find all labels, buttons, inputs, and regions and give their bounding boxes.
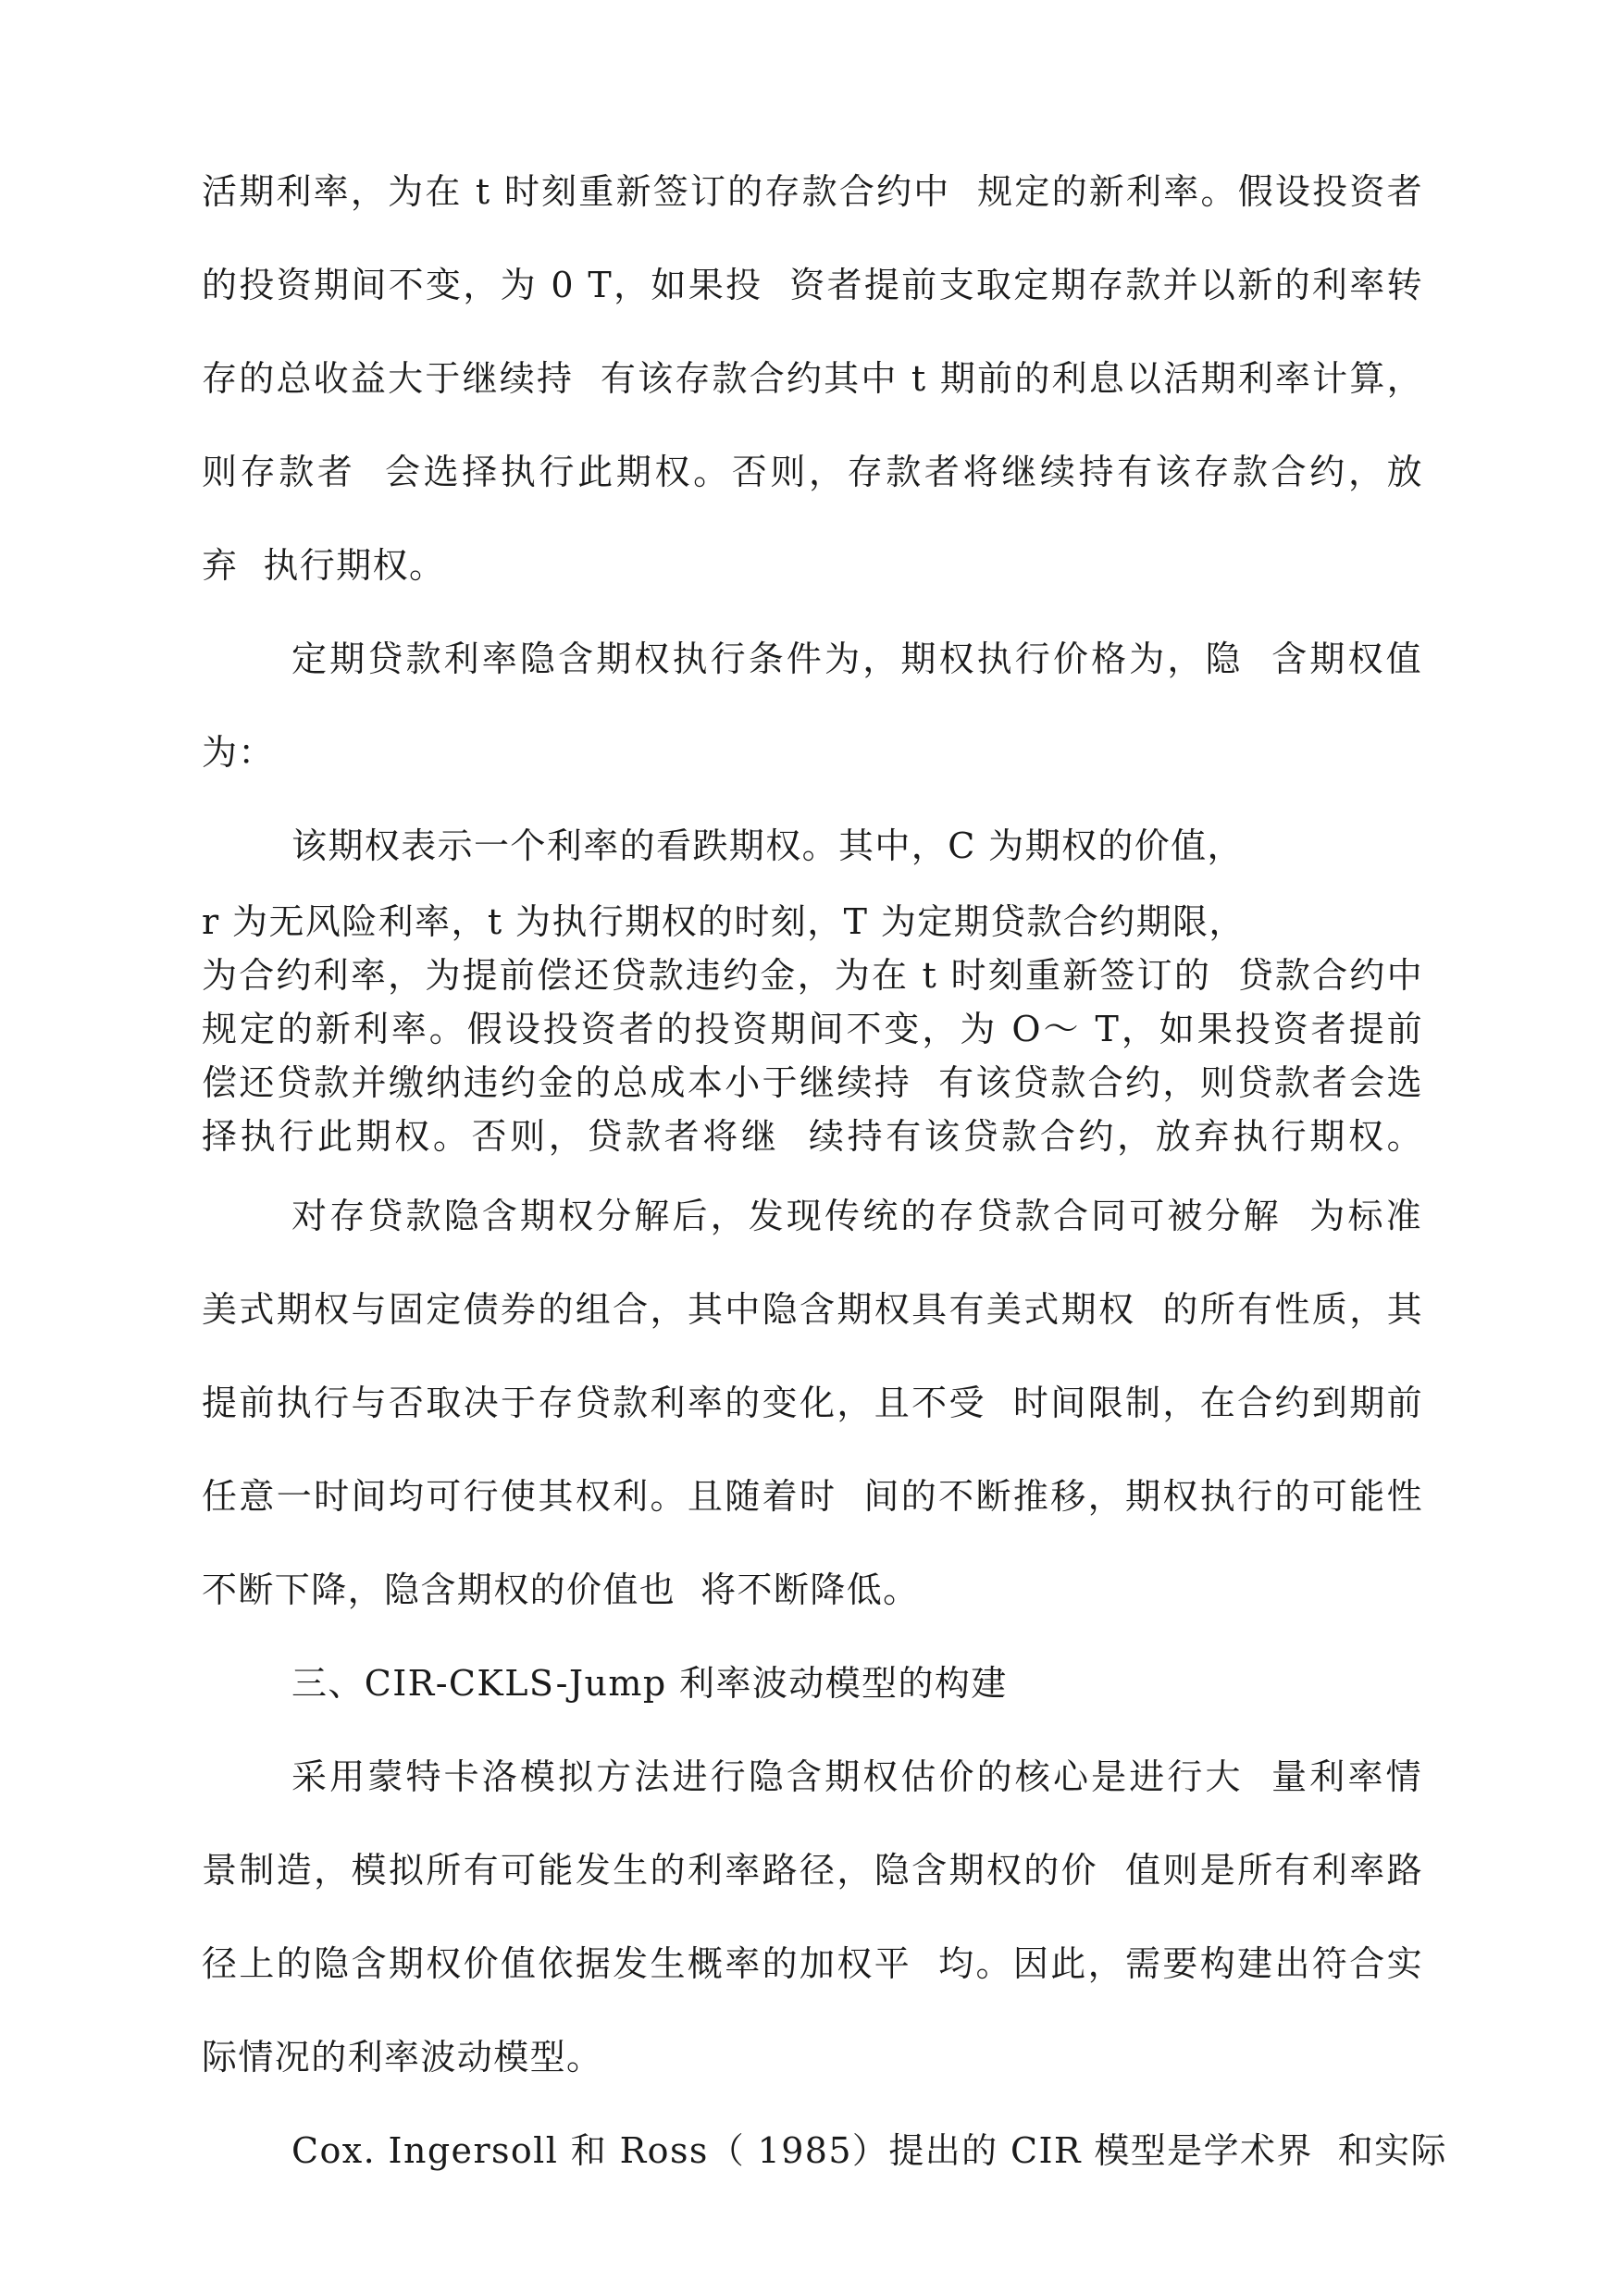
text-line: r 为无风险利率，t 为执行期权的时刻，T 为定期贷款合约期限， bbox=[202, 901, 1246, 942]
text-line: 规定的新利率。假设投资者的投资期间不变，为 O〜 T，如果投资者提前 bbox=[202, 1009, 1423, 1049]
paragraph-first-line: 采用蒙特卡洛模拟方法进行隐含期权估价的核心是进行大 量利率情 bbox=[291, 1756, 1422, 1797]
text-line: 为： bbox=[202, 732, 275, 773]
text-line: 活期利率，为在 t 时刻重新签订的存款合约中 规定的新利率。假设投资者 bbox=[202, 171, 1423, 212]
text-line: 际情况的利率波动模型。 bbox=[202, 2037, 603, 2078]
text-line: 则存款者 会选择执行此期权。否则，存款者将继续持有该存款合约，放 bbox=[202, 452, 1423, 492]
text-line: 提前执行与否取决于存贷款利率的变化，且不受 时间限制，在合约到期前 bbox=[202, 1383, 1423, 1423]
text-line: 存的总收益大于继续持 有该存款合约其中 t 期前的利息以活期利率计算， bbox=[202, 358, 1423, 399]
paragraph-first-line: 该期权表示一个利率的看跌期权。其中，C 为期权的价值， bbox=[291, 825, 1244, 866]
section-heading: 三、CIR-CKLS-Jump 利率波动模型的构建 bbox=[291, 1663, 1008, 1704]
text-line: 不断下降，隐含期权的价值也 将不断降低。 bbox=[202, 1569, 920, 1610]
text-line: 美式期权与固定债券的组合，其中隐含期权具有美式期权 的所有性质，其 bbox=[202, 1289, 1423, 1330]
paragraph-first-line: 对存贷款隐含期权分解后，发现传统的存贷款合同可被分解 为标准 bbox=[291, 1196, 1422, 1236]
paragraph-first-line: 定期贷款利率隐含期权执行条件为，期权执行价格为，隐 含期权值 bbox=[291, 639, 1422, 679]
text-line: 偿还贷款并缴纳违约金的总成本小于继续持 有该贷款合约，则贷款者会选 bbox=[202, 1062, 1423, 1103]
text-line: 为合约利率，为提前偿还贷款违约金，为在 t 时刻重新签订的 贷款合约中 bbox=[202, 955, 1423, 996]
paragraph-first-line: Cox. Ingersoll 和 Ross（ 1985）提出的 CIR 模型是学术界 和实际 bbox=[291, 2130, 1447, 2171]
text-line: 景制造，模拟所有可能发生的利率路径，隐含期权的价 值则是所有利率路 bbox=[202, 1850, 1423, 1891]
text-line: 任意一时间均可行使其权利。且随着时 间的不断推移，期权执行的可能性 bbox=[202, 1476, 1423, 1517]
text-line: 径上的隐含期权价值依据发生概率的加权平 均。因此，需要构建出符合实 bbox=[202, 1943, 1423, 1984]
text-line: 的投资期间不变，为 0 T，如果投 资者提前支取定期存款并以新的利率转 bbox=[202, 265, 1423, 305]
text-line: 弃 执行期权。 bbox=[202, 545, 446, 586]
text-line: 择执行此期权。否则，贷款者将继 续持有该贷款合约，放弃执行期权。 bbox=[202, 1116, 1423, 1157]
